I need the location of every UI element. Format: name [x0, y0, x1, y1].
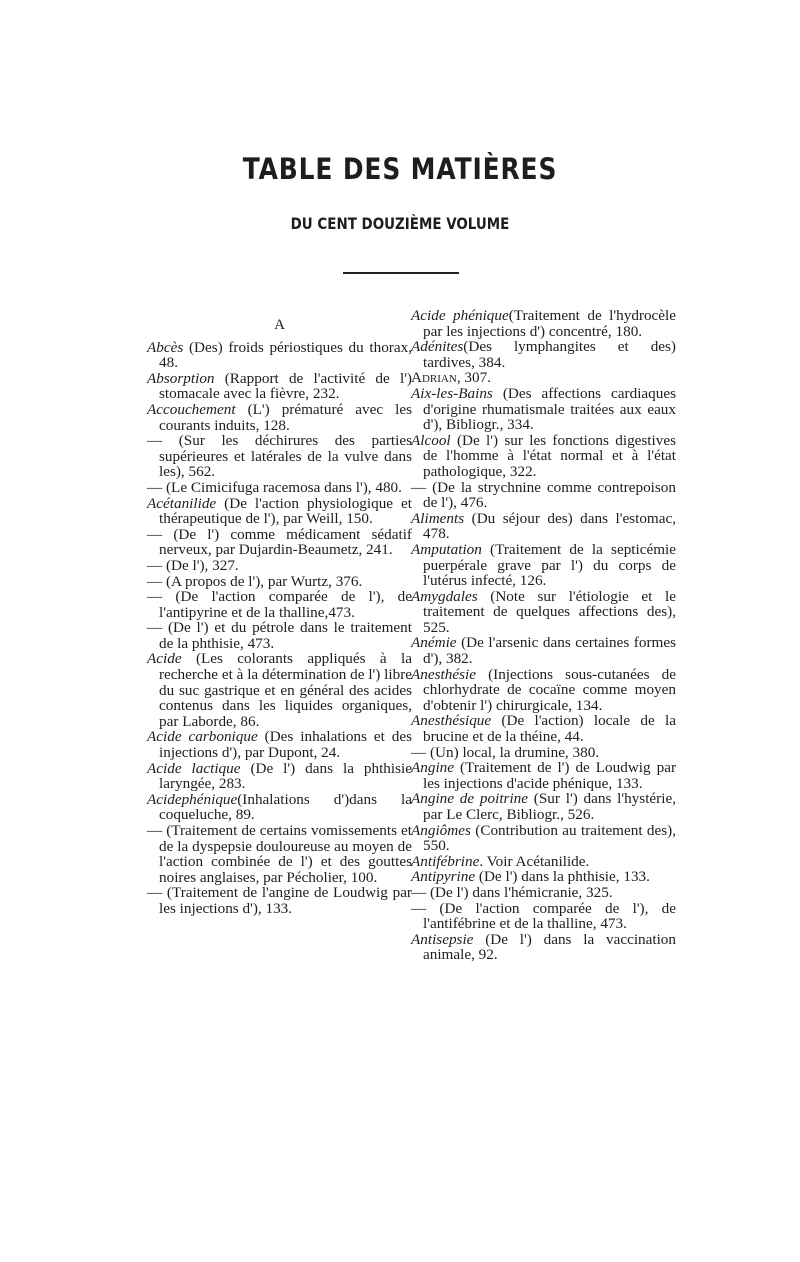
entry-term: Accouchement	[147, 400, 236, 418]
entry-text: — (Sur les déchirures des parties supérieures et latérales de la vulve dans les), 562.	[147, 432, 412, 481]
entry-text: (De l') dans la vaccination animale, 92.	[423, 930, 676, 964]
entry-text: (Les colorants appliqués à la recherche et à la détermination de l') libre du suc gastrique et en général des acides contenus dans les liquides organiques, par Laborde, 86.	[159, 650, 412, 730]
index-entry	[147, 792, 412, 823]
entry-text: — (De la strychnine comme contrepoison de l'), 476.	[411, 478, 676, 512]
entry-text: (Inhalations d')dans la coqueluche, 89.	[159, 790, 412, 824]
index-entry	[411, 480, 676, 511]
entry-term: Amputation	[411, 540, 482, 558]
entry-text: (Traitement de l') de Loudwig par les injections d'acide phénique, 133.	[423, 759, 676, 792]
entry-text: — (De l'), 327.	[147, 556, 239, 574]
index-entry	[147, 589, 412, 620]
entry-text: (Contribution au traitement des), 550.	[423, 821, 676, 855]
index-entry	[411, 869, 676, 885]
index-column-left	[147, 308, 412, 917]
entry-term: Acide phénique	[411, 307, 509, 324]
index-entry	[147, 574, 412, 590]
index-entry	[411, 339, 676, 370]
entry-text: (Des affections cardiaques d'origine rhumatismale traitées aux eaux d'), Bibliogr., 334.	[423, 384, 676, 434]
index-entry	[411, 542, 676, 589]
index-entry	[411, 791, 676, 822]
entry-text: (De l') dans la phthisie, 133.	[475, 868, 650, 886]
entry-text: (Traitement de la septicémie puerpérale grave par l') du corps de l'utérus infecté, 126.	[423, 540, 676, 590]
page-subtitle: DU CENT DOUZIÈME VOLUME	[290, 214, 510, 233]
entry-term: Aliments	[411, 509, 465, 527]
entry-text: (De l'action) locale de la brucine et de la théine, 44.	[423, 712, 676, 746]
entry-term: Acétanilide	[147, 494, 217, 512]
title-divider	[343, 272, 459, 274]
entry-list-right	[411, 308, 676, 963]
entry-term: Acide lactique	[147, 759, 241, 777]
index-entry	[411, 667, 676, 714]
index-entry	[411, 932, 676, 963]
entry-text: (De l'arsenic dans certaines formes d'), 382.	[423, 634, 676, 668]
index-entry	[147, 620, 412, 651]
entry-text: . Voir Acétanilide.	[479, 852, 590, 870]
entry-author-name: Adrian	[411, 369, 457, 387]
entry-text: — (A propos de l'), par Wurtz, 376.	[147, 572, 363, 590]
entry-text: (Des inhalations et des injections d'), par Dupont, 24.	[159, 728, 413, 762]
entry-list-left	[147, 340, 412, 917]
index-entry	[411, 901, 676, 932]
index-entry	[147, 761, 412, 792]
entry-text: (L') prématuré avec les courants induits, 128.	[159, 400, 412, 434]
index-entry	[411, 433, 676, 480]
entry-term: Antipyrine	[411, 868, 476, 886]
entry-text: (Des lymphangites et des) tardives, 384.	[423, 338, 676, 371]
entry-text: (Des) froids périostiques du thorax, 48.	[159, 338, 412, 372]
entry-text: — (De l') comme médicament sédatif nerveux, par Dujardin-Beaumetz, 241.	[147, 525, 412, 559]
index-entry	[147, 340, 412, 371]
entry-term: Acide carbonique	[147, 728, 258, 746]
index-entry	[147, 496, 412, 527]
entry-text: (Du séjour des) dans l'estomac, 478.	[423, 509, 676, 543]
entry-term: Angiômes	[411, 821, 471, 839]
section-letter: A	[274, 317, 285, 333]
index-entry	[411, 511, 676, 542]
entry-term: Antifébrine	[411, 852, 480, 870]
index-entry	[147, 558, 412, 574]
entry-term: Anesthésie	[411, 665, 476, 683]
index-column-right	[411, 308, 676, 963]
index-entry	[147, 433, 412, 480]
entry-text: — (De l') dans l'hémicranie, 325.	[411, 883, 613, 901]
entry-term: Acide	[147, 650, 182, 668]
entry-text: — (Le Cimicifuga racemosa dans l'), 480.	[147, 478, 402, 496]
index-entry	[411, 635, 676, 666]
entry-text: — (Un) local, la drumine, 380.	[411, 743, 600, 761]
entry-term: Alcool	[411, 431, 451, 449]
entry-term: Abcès	[147, 338, 184, 356]
index-entry	[147, 823, 412, 885]
entry-text: (De l') dans la phthisie laryngée, 283.	[159, 759, 412, 793]
entry-text: — (Traitement de l'angine de Loudwig par les injections d'), 133.	[147, 884, 412, 917]
entry-term: Anesthésique	[411, 712, 492, 730]
index-entry	[411, 589, 676, 636]
entry-text: (De l'action physiologique et thérapeutique de l'), par Weill, 150.	[159, 494, 412, 528]
index-entry	[147, 729, 412, 760]
entry-term: Amygdales	[411, 587, 478, 605]
entry-term: Angine	[411, 759, 455, 777]
page-title: TABLE DES MATIÈRES	[242, 152, 558, 186]
entry-text: — (De l'action comparée de l'), de l'antipyrine et de la thalline,473.	[147, 588, 412, 621]
entry-term: Adénites	[411, 338, 464, 356]
entry-term: Angine de poitrine	[411, 790, 529, 808]
index-entry	[147, 371, 412, 402]
entry-text: — (Traitement de certains vomissements et de la dyspepsie douloureuse au moyen de l'action combinée de l') et des gouttes noires anglaises, par Pécholier, 100.	[147, 822, 412, 886]
index-entry	[147, 527, 412, 558]
entry-text: (Injections sous-cutanées de chlorhydrate de cocaïne comme moyen d'obtenir l') chirurgicale, 134.	[423, 665, 676, 714]
entry-term: Absorption	[147, 369, 215, 387]
index-entry	[147, 402, 412, 433]
entry-text: (De l') sur les fonctions digestives de l'homme à l'état normal et à l'état pathologique, 322.	[423, 431, 676, 480]
entry-term: Acidephénique	[147, 790, 238, 808]
entry-term: Anémie	[411, 634, 457, 652]
index-entry	[411, 713, 676, 744]
entry-text: (Traitement de l'hydrocèle par les injections d') concentré, 180.	[423, 307, 677, 340]
index-entry	[411, 760, 676, 791]
index-entry	[411, 854, 676, 870]
index-entry	[147, 480, 412, 496]
index-entry	[147, 651, 412, 729]
entry-text: (Sur l') dans l'hystérie, par Le Clerc, Bibliogr., 526.	[423, 790, 676, 823]
entry-text: (Rapport de l'activité de l') stomacale avec la fièvre, 232.	[159, 369, 412, 403]
entry-text: — (De l') et du pétrole dans le traitement de la phthisie, 473.	[147, 619, 412, 652]
entry-term: Aix-les-Bains	[411, 384, 493, 402]
index-entry	[411, 823, 676, 854]
index-entry	[411, 370, 676, 386]
entry-term: Antisepsie	[411, 930, 474, 948]
index-entry	[411, 885, 676, 901]
entry-text: — (De l'action comparée de l'), de l'antifébrine et de la thalline, 473.	[411, 899, 676, 933]
entry-text: , 307.	[456, 369, 491, 387]
index-entry	[147, 885, 412, 916]
index-entry	[411, 745, 676, 761]
entry-text: (Note sur l'étiologie et le traitement de quelques affections des), 525.	[423, 587, 676, 636]
index-entry	[411, 308, 676, 339]
index-entry	[411, 386, 676, 433]
